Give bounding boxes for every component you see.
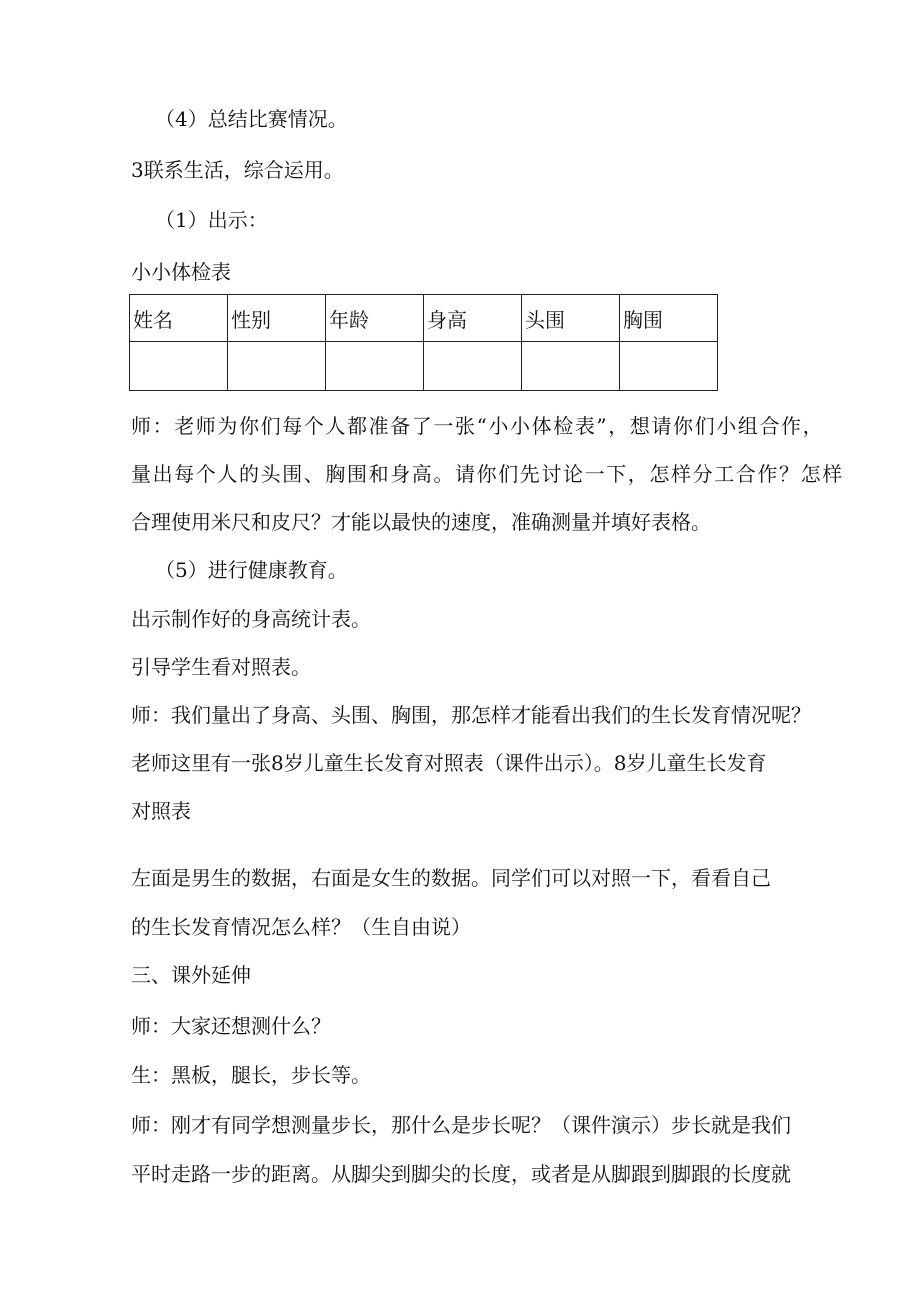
step-4-summary: （4）总结比赛情况。 [155, 107, 348, 131]
paragraph-line: 师：我们量出了身高、头围、胸围，那怎样才能看出我们的生长发育情况呢？ [131, 703, 811, 727]
table-cell [424, 342, 522, 391]
table-header-row [130, 295, 718, 342]
table-header-cell: 姓名 [130, 295, 228, 342]
paragraph-line: 老师这里有一张8岁儿童生长发育对照表（课件出示）。8岁儿童生长发育 [131, 751, 767, 775]
step-1-show: （1）出示： [155, 208, 268, 232]
table-header-cell: 胸围 [620, 295, 718, 342]
table-header-cell: 性别 [228, 295, 326, 342]
paragraph-line: 对照表 [131, 799, 191, 823]
step-5-health: （5）进行健康教育。 [155, 558, 348, 582]
table-row [130, 342, 718, 391]
table-cell [228, 342, 326, 391]
table-header-cell: 头围 [522, 295, 620, 342]
section-3-heading: 3联系生活，综合运用。 [131, 158, 344, 182]
table-header-cell: 身高 [424, 295, 522, 342]
table-caption: 小小体检表 [131, 260, 231, 284]
paragraph-line: 平时走路一步的距离。从脚尖到脚尖的长度，或者是从脚跟到脚跟的长度就 [131, 1162, 791, 1186]
table-cell [326, 342, 424, 391]
paragraph-line: 师：刚才有同学想测量步长，那什么是步长呢？（课件演示）步长就是我们 [131, 1113, 791, 1137]
paragraph-line: 出示制作好的身高统计表。 [131, 607, 371, 631]
paragraph-line: 引导学生看对照表。 [131, 655, 311, 679]
paragraph-line: 合理使用米尺和皮尺？才能以最快的速度，准确测量并填好表格。 [131, 510, 711, 534]
health-check-table [129, 294, 718, 391]
table-cell [620, 342, 718, 391]
paragraph-line: 师：大家还想测什么？ [131, 1014, 331, 1038]
paragraph-line: 左面是男生的数据，右面是女生的数据。同学们可以对照一下，看看自己 [131, 866, 771, 890]
paragraph-line: 师：老师为你们每个人都准备了一张“小小体检表”，想请你们小组合作， [131, 414, 825, 438]
table-header-cell: 年龄 [326, 295, 424, 342]
paragraph-line: 量出每个人的头围、胸围和身高。请你们先讨论一下，怎样分工合作？怎样 [131, 462, 844, 486]
table-cell [130, 342, 228, 391]
paragraph-line: 的生长发育情况怎么样？（生自由说） [131, 915, 471, 939]
paragraph-line: 生：黑板，腿长，步长等。 [131, 1063, 371, 1087]
table-cell [522, 342, 620, 391]
section-heading: 三、课外延伸 [131, 963, 251, 987]
